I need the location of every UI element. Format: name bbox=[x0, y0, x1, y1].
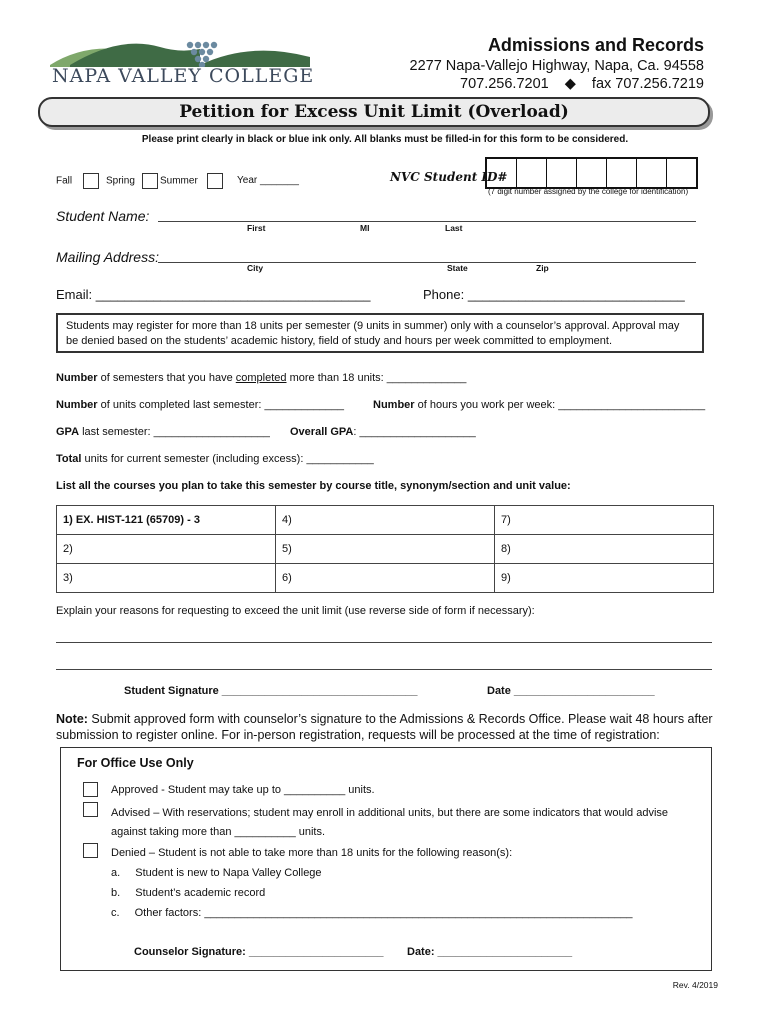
submission-note bbox=[56, 711, 720, 743]
explain-line-1[interactable] bbox=[56, 641, 712, 643]
college-logo bbox=[50, 35, 315, 95]
fall-label: Fall bbox=[56, 175, 73, 187]
q1-underlined: completed bbox=[235, 372, 287, 384]
counselor-date-field[interactable]: Date: ______________________ bbox=[407, 946, 573, 958]
advised-label: Advised – With reservations; student may enroll in additional units, but there are some indicators that would advise bbox=[111, 807, 669, 819]
reason-text: Other factors: ______________________________________________________________________ bbox=[134, 907, 633, 919]
note-label: Note: bbox=[56, 712, 88, 726]
office-use-section bbox=[60, 747, 712, 971]
office-use-title: For Office Use Only bbox=[77, 756, 194, 770]
reason-c[interactable] bbox=[111, 907, 633, 919]
diamond-icon: ◆ bbox=[564, 76, 576, 92]
reason-b bbox=[111, 887, 265, 899]
table-row bbox=[57, 564, 714, 593]
table-row bbox=[57, 506, 714, 535]
reason-text: Student’s academic record bbox=[135, 887, 266, 899]
phone-field[interactable]: Phone: ______________________________ bbox=[423, 287, 685, 302]
course-cell[interactable]: 3) bbox=[57, 564, 276, 593]
denied-checkbox[interactable] bbox=[83, 843, 98, 858]
summer-label: Summer bbox=[160, 175, 198, 187]
zip-label: Zip bbox=[536, 263, 549, 273]
hills-logo-icon bbox=[50, 35, 310, 67]
table-row bbox=[57, 535, 714, 564]
office-title: Admissions and Records bbox=[487, 35, 704, 55]
counselor-signature-field[interactable]: Counselor Signature: ______________________ bbox=[134, 946, 384, 958]
signature-date-field[interactable]: Date _______________________ bbox=[487, 685, 655, 697]
q2-bold: Number bbox=[56, 399, 98, 411]
student-id-label: NVC Student ID# bbox=[390, 170, 508, 184]
total-units-field[interactable] bbox=[56, 453, 374, 465]
year-field[interactable]: Year _______ bbox=[237, 175, 299, 186]
q6-text: units for current semester (including excess): ___________ bbox=[81, 453, 374, 465]
unit-limit-notice: Students may register for more than 18 units per semester (9 units in summer) only with a counselor’s approval. Approval may be denied based on the students’ academic history, field of study and hours per week committed to employment. bbox=[56, 313, 704, 353]
summer-checkbox[interactable] bbox=[207, 173, 223, 189]
note-text: Submit approved form with counselor’s signature to the Admissions & Records Office. Please wait 48 hours after submission to register online. For in-person registration, requests will be processed at the time of registration: bbox=[56, 712, 713, 742]
course-cell[interactable]: 1) EX. HIST-121 (65709) - 3 bbox=[57, 506, 276, 535]
term-fall bbox=[56, 173, 99, 189]
q3-text: of hours you work per week: ________________________ bbox=[414, 399, 706, 411]
office-phone: 707.256.7201 bbox=[460, 76, 549, 92]
q1-bold: Number bbox=[56, 372, 98, 384]
approved-label: Approved - Student may take up to __________ units. bbox=[111, 784, 375, 796]
first-label: First bbox=[247, 223, 266, 233]
q5-text: : ___________________ bbox=[353, 426, 476, 438]
logo-text: NAPA VALLEY COLLEGE bbox=[52, 65, 315, 87]
q1-blank: more than 18 units: _____________ bbox=[286, 372, 467, 384]
student-id-note: (7 digit number assigned by the college for identification) bbox=[488, 187, 689, 196]
gpa-last-semester-field[interactable] bbox=[56, 426, 270, 438]
q3-bold: Number bbox=[373, 399, 415, 411]
office-fax: fax 707.256.7219 bbox=[591, 76, 704, 92]
term-summer bbox=[160, 173, 223, 189]
q5-bold: Overall GPA bbox=[290, 426, 354, 438]
spring-label: Spring bbox=[106, 175, 135, 187]
mailing-address-label: Mailing Address: bbox=[56, 249, 159, 265]
explain-line-2[interactable] bbox=[56, 668, 712, 670]
spring-checkbox[interactable] bbox=[142, 173, 158, 189]
q4-text: last semester: ___________________ bbox=[79, 426, 270, 438]
mi-label: MI bbox=[360, 223, 370, 233]
denied-label: Denied – Student is not able to take more than 18 units for the following reason(s): bbox=[111, 847, 513, 859]
q4-bold: GPA bbox=[56, 426, 80, 438]
reason-text: Student is new to Napa Valley College bbox=[135, 867, 322, 879]
reason-letter: a. bbox=[111, 867, 121, 879]
approved-checkbox[interactable] bbox=[83, 782, 98, 797]
last-label: Last bbox=[445, 223, 463, 233]
explain-label: Explain your reasons for requesting to exceed the unit limit (use reverse side of form if necessary): bbox=[56, 605, 535, 617]
fall-checkbox[interactable] bbox=[83, 173, 99, 189]
student-name-label: Student Name: bbox=[56, 208, 150, 224]
course-cell[interactable]: 5) bbox=[276, 535, 495, 564]
form-title: Petition for Excess Unit Limit (Overload) bbox=[179, 102, 569, 122]
reason-letter: b. bbox=[111, 887, 121, 899]
course-cell[interactable]: 7) bbox=[495, 506, 714, 535]
student-id-boxes[interactable] bbox=[485, 157, 698, 189]
form-title-banner bbox=[38, 97, 710, 127]
q1-text: of semesters that you have bbox=[97, 372, 236, 384]
course-cell[interactable]: 4) bbox=[276, 506, 495, 535]
course-cell[interactable]: 2) bbox=[57, 535, 276, 564]
student-signature-field[interactable]: Student Signature ________________________________ bbox=[124, 685, 418, 697]
q2-text: of units completed last semester: _____________ bbox=[97, 399, 344, 411]
course-cell[interactable]: 9) bbox=[495, 564, 714, 593]
term-spring bbox=[106, 173, 158, 189]
office-address: 2277 Napa-Vallejo Highway, Napa, Ca. 94558 bbox=[409, 58, 704, 74]
units-last-semester-field[interactable] bbox=[56, 399, 344, 411]
semesters-over-18-field[interactable] bbox=[56, 372, 466, 384]
mailing-address-field[interactable] bbox=[158, 261, 696, 263]
state-label: State bbox=[447, 263, 468, 273]
revision-date: Rev. 4/2019 bbox=[672, 980, 718, 990]
courses-table bbox=[56, 505, 714, 593]
reason-a bbox=[111, 867, 322, 879]
course-cell[interactable]: 6) bbox=[276, 564, 495, 593]
advised-checkbox[interactable] bbox=[83, 802, 98, 817]
courses-heading: List all the courses you plan to take this semester by course title, synonym/section and unit value: bbox=[56, 480, 571, 492]
city-label: City bbox=[247, 263, 264, 273]
student-name-field[interactable] bbox=[158, 220, 696, 222]
overall-gpa-field[interactable] bbox=[290, 426, 476, 438]
reason-letter: c. bbox=[111, 907, 120, 919]
office-contact bbox=[460, 76, 704, 92]
instructions: Please print clearly in black or blue ink only. All blanks must be filled-in for this form to be considered. bbox=[141, 134, 629, 145]
email-field[interactable]: Email: ______________________________________ bbox=[56, 287, 371, 302]
advised-label-cont: against taking more than __________ units. bbox=[111, 826, 326, 838]
course-cell[interactable]: 8) bbox=[495, 535, 714, 564]
q6-bold: Total bbox=[56, 453, 82, 465]
hours-worked-field[interactable] bbox=[373, 399, 705, 411]
